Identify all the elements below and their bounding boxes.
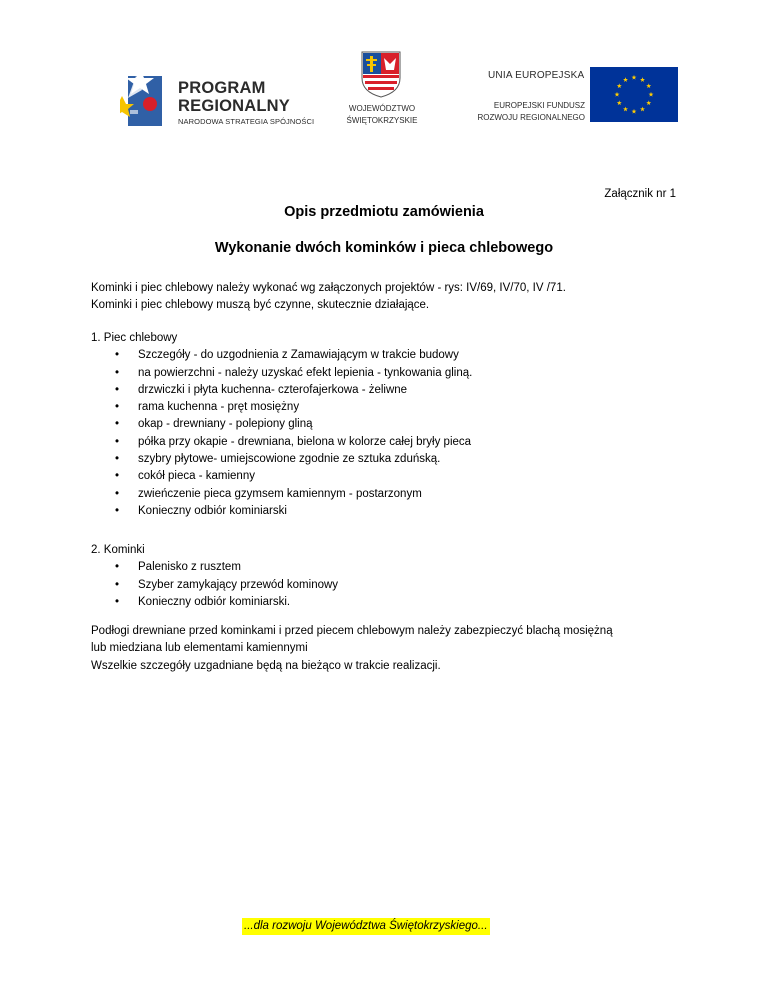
list-item: • rama kuchenna - pręt mosiężny (91, 399, 691, 416)
list-item: • okap - drewniany - polepiony gliną (91, 416, 691, 433)
program-line2: REGIONALNY (178, 96, 291, 115)
list-item: • Palenisko z rusztem (91, 559, 691, 576)
page-title: Opis przedmiotu zamówienia (284, 204, 484, 220)
intro-paragraph (91, 280, 691, 315)
final-line: Podłogi drewniane przed kominkami i przed piecem chlebowym należy zabezpieczyć blachą mosiężną (91, 625, 613, 637)
intro-line: Kominki i piec chlebowy należy wykonać wg załączonych projektów - rys: IV/69, IV/70, IV /71. (91, 282, 566, 294)
list-item: • na powierzchni - należy uzyskać efekt lepienia - tynkowania gliną. (91, 365, 691, 382)
section-oven (91, 330, 691, 520)
list-item: • Szyber zamykający przewód kominowy (91, 577, 691, 594)
voivodeship-line2: ŚWIĘTOKRZYSKIE (346, 115, 418, 125)
program-line3: NARODOWA STRATEGIA SPÓJNOŚCI (178, 117, 315, 126)
list-item: • półka przy okapie - drewniana, bielona w kolorze całej bryły pieca (91, 434, 691, 451)
voivodeship-label (344, 103, 420, 126)
list-item: • Konieczny odbiór kominiarski (91, 503, 691, 520)
list-item: • cokół pieca - kamienny (91, 468, 691, 485)
eu-flag-icon (590, 67, 678, 122)
fireplace-requirements-list (91, 559, 691, 611)
final-line: Wszelkie szczegóły uzgadniane będą na bieżąco w trakcie realizacji. (91, 659, 441, 672)
voivodeship-crest-icon (360, 50, 402, 98)
list-item: • szybry płytowe- umiejscowione zgodnie ze sztuka zduńską. (91, 451, 691, 468)
section-heading: 2. Kominki (91, 544, 145, 556)
program-line1: PROGRAM (178, 79, 266, 97)
page-subtitle: Wykonanie dwóch kominków i pieca chlebowego (214, 240, 554, 256)
eu-title: UNIA EUROPEJSKA (488, 70, 585, 81)
program-regionalny-text (178, 80, 314, 126)
list-item: • drzwiczki i płyta kuchenna- czterofajerkowa - żeliwne (91, 382, 691, 399)
final-line: lub miedziana lub elementami kamiennymi (91, 642, 308, 655)
list-item: • Szczegóły - do uzgodnienia z Zamawiającym w trakcie budowy (91, 347, 691, 364)
list-item: • Konieczny odbiór kominiarski. (91, 594, 691, 611)
intro-line: Kominki i piec chlebowy muszą być czynne, skutecznie działające. (91, 299, 430, 312)
section-heading: 1. Piec chlebowy (91, 332, 178, 344)
oven-requirements-list (91, 347, 691, 520)
eu-fund-line1: EUROPEJSKI FUNDUSZ (493, 101, 585, 110)
list-item: • zwieńczenie pieca gzymsem kamiennym - postarzonym (91, 486, 691, 503)
footer-slogan: ...dla rozwoju Województwa Świętokrzyskiego... (242, 918, 490, 935)
section-fireplaces (91, 542, 691, 611)
eu-fund-label (467, 100, 585, 123)
page-header (0, 0, 768, 140)
eu-fund-line2: ROZWOJU REGIONALNEGO (477, 112, 585, 122)
attachment-label: Załącznik nr 1 (604, 188, 676, 200)
voivodeship-line1: WOJEWÓDZTWO (348, 104, 416, 113)
final-paragraph (91, 623, 691, 675)
